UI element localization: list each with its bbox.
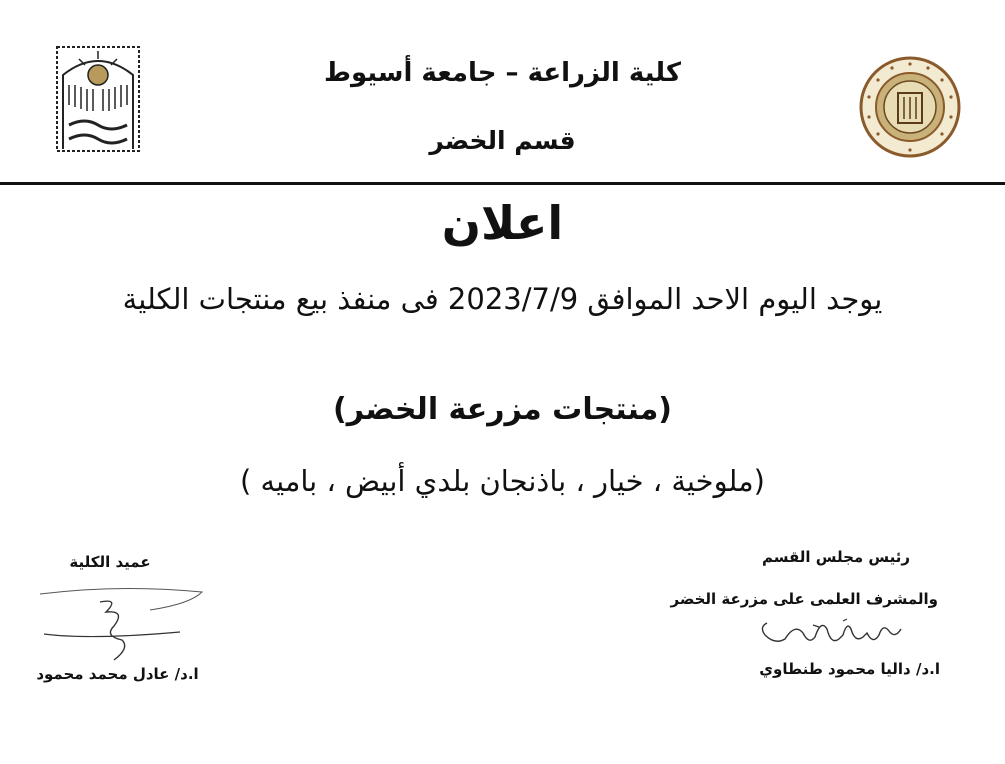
signature-icon — [30, 580, 210, 670]
department-head-title: رئيس مجلس القسم — [761, 548, 910, 566]
announcement-date-line: يوجد اليوم الاحد الموافق 2023/7/9 فى منفذ بيع منتجات الكلية — [122, 282, 883, 316]
signature-icon — [755, 615, 905, 651]
handwritten-signature-right — [755, 615, 905, 655]
products-heading: (منتجات مزرعة الخضر) — [333, 392, 672, 427]
faculty-title: كلية الزراعة – جامعة أسيوط — [323, 58, 682, 88]
announcement-title: اعلان — [441, 196, 564, 250]
handwritten-signature-left — [30, 580, 210, 674]
dean-name: ا.د/ عادل محمد محمود — [36, 665, 199, 683]
dean-title: عميد الكلية — [69, 553, 151, 571]
department-head-name: ا.د/ داليا محمود طنطاوي — [759, 660, 940, 678]
products-list: (ملوخية ، خيار ، باذنجان بلدي أبيض ، باميه ) — [239, 464, 766, 498]
header-divider — [0, 182, 1005, 185]
farm-supervisor-title: والمشرف العلمى على مزرعة الخضر — [670, 590, 938, 608]
department-title: قسم الخضر — [429, 126, 576, 155]
